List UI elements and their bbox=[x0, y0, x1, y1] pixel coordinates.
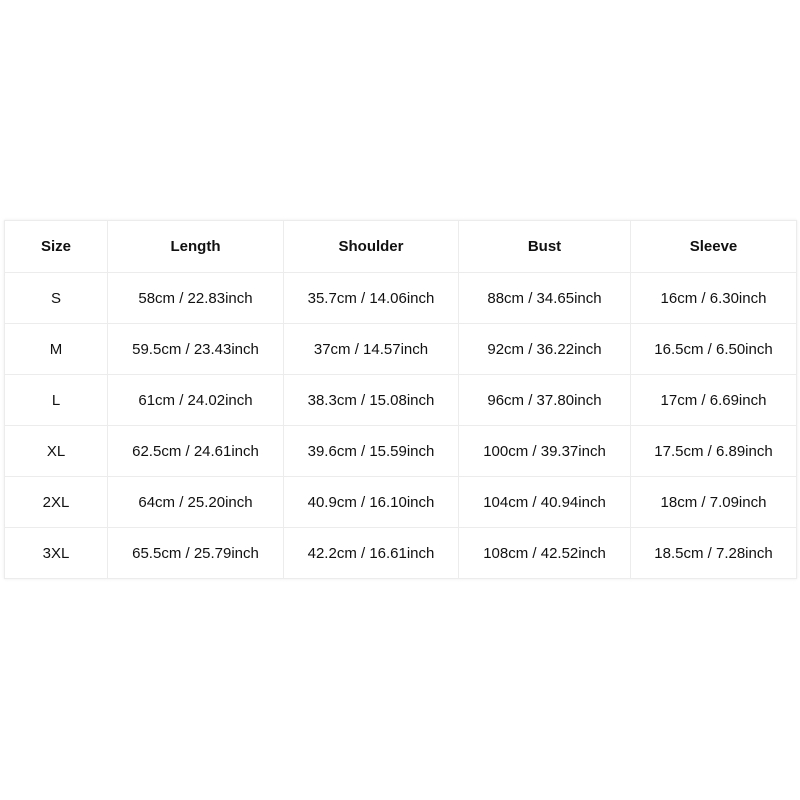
table-row bbox=[5, 375, 797, 426]
table-row bbox=[5, 528, 797, 579]
size-cell: S bbox=[5, 273, 108, 324]
table-row bbox=[5, 324, 797, 375]
bust-cell: 108cm / 42.52inch bbox=[459, 528, 631, 579]
shoulder-cell: 35.7cm / 14.06inch bbox=[284, 273, 459, 324]
length-cell: 62.5cm / 24.61inch bbox=[108, 426, 284, 477]
shoulder-cell: 40.9cm / 16.10inch bbox=[284, 477, 459, 528]
size-cell: M bbox=[5, 324, 108, 375]
header-sleeve: Sleeve bbox=[631, 221, 797, 273]
length-cell: 58cm / 22.83inch bbox=[108, 273, 284, 324]
length-cell: 64cm / 25.20inch bbox=[108, 477, 284, 528]
header-bust: Bust bbox=[459, 221, 631, 273]
bust-cell: 96cm / 37.80inch bbox=[459, 375, 631, 426]
shoulder-cell: 38.3cm / 15.08inch bbox=[284, 375, 459, 426]
size-cell: 2XL bbox=[5, 477, 108, 528]
shoulder-cell: 42.2cm / 16.61inch bbox=[284, 528, 459, 579]
header-length: Length bbox=[108, 221, 284, 273]
size-cell: XL bbox=[5, 426, 108, 477]
sleeve-cell: 18cm / 7.09inch bbox=[631, 477, 797, 528]
size-chart-body bbox=[5, 273, 797, 579]
size-chart-header bbox=[5, 221, 797, 273]
length-cell: 61cm / 24.02inch bbox=[108, 375, 284, 426]
length-cell: 59.5cm / 23.43inch bbox=[108, 324, 284, 375]
table-row bbox=[5, 273, 797, 324]
header-row bbox=[5, 221, 797, 273]
shoulder-cell: 39.6cm / 15.59inch bbox=[284, 426, 459, 477]
bust-cell: 88cm / 34.65inch bbox=[459, 273, 631, 324]
bust-cell: 100cm / 39.37inch bbox=[459, 426, 631, 477]
sleeve-cell: 18.5cm / 7.28inch bbox=[631, 528, 797, 579]
length-cell: 65.5cm / 25.79inch bbox=[108, 528, 284, 579]
size-cell: L bbox=[5, 375, 108, 426]
table-row bbox=[5, 477, 797, 528]
header-size: Size bbox=[5, 221, 108, 273]
table-row bbox=[5, 426, 797, 477]
shoulder-cell: 37cm / 14.57inch bbox=[284, 324, 459, 375]
sleeve-cell: 16cm / 6.30inch bbox=[631, 273, 797, 324]
bust-cell: 104cm / 40.94inch bbox=[459, 477, 631, 528]
sleeve-cell: 17cm / 6.69inch bbox=[631, 375, 797, 426]
size-cell: 3XL bbox=[5, 528, 108, 579]
header-shoulder: Shoulder bbox=[284, 221, 459, 273]
size-chart-table bbox=[4, 220, 797, 579]
sleeve-cell: 17.5cm / 6.89inch bbox=[631, 426, 797, 477]
sleeve-cell: 16.5cm / 6.50inch bbox=[631, 324, 797, 375]
bust-cell: 92cm / 36.22inch bbox=[459, 324, 631, 375]
